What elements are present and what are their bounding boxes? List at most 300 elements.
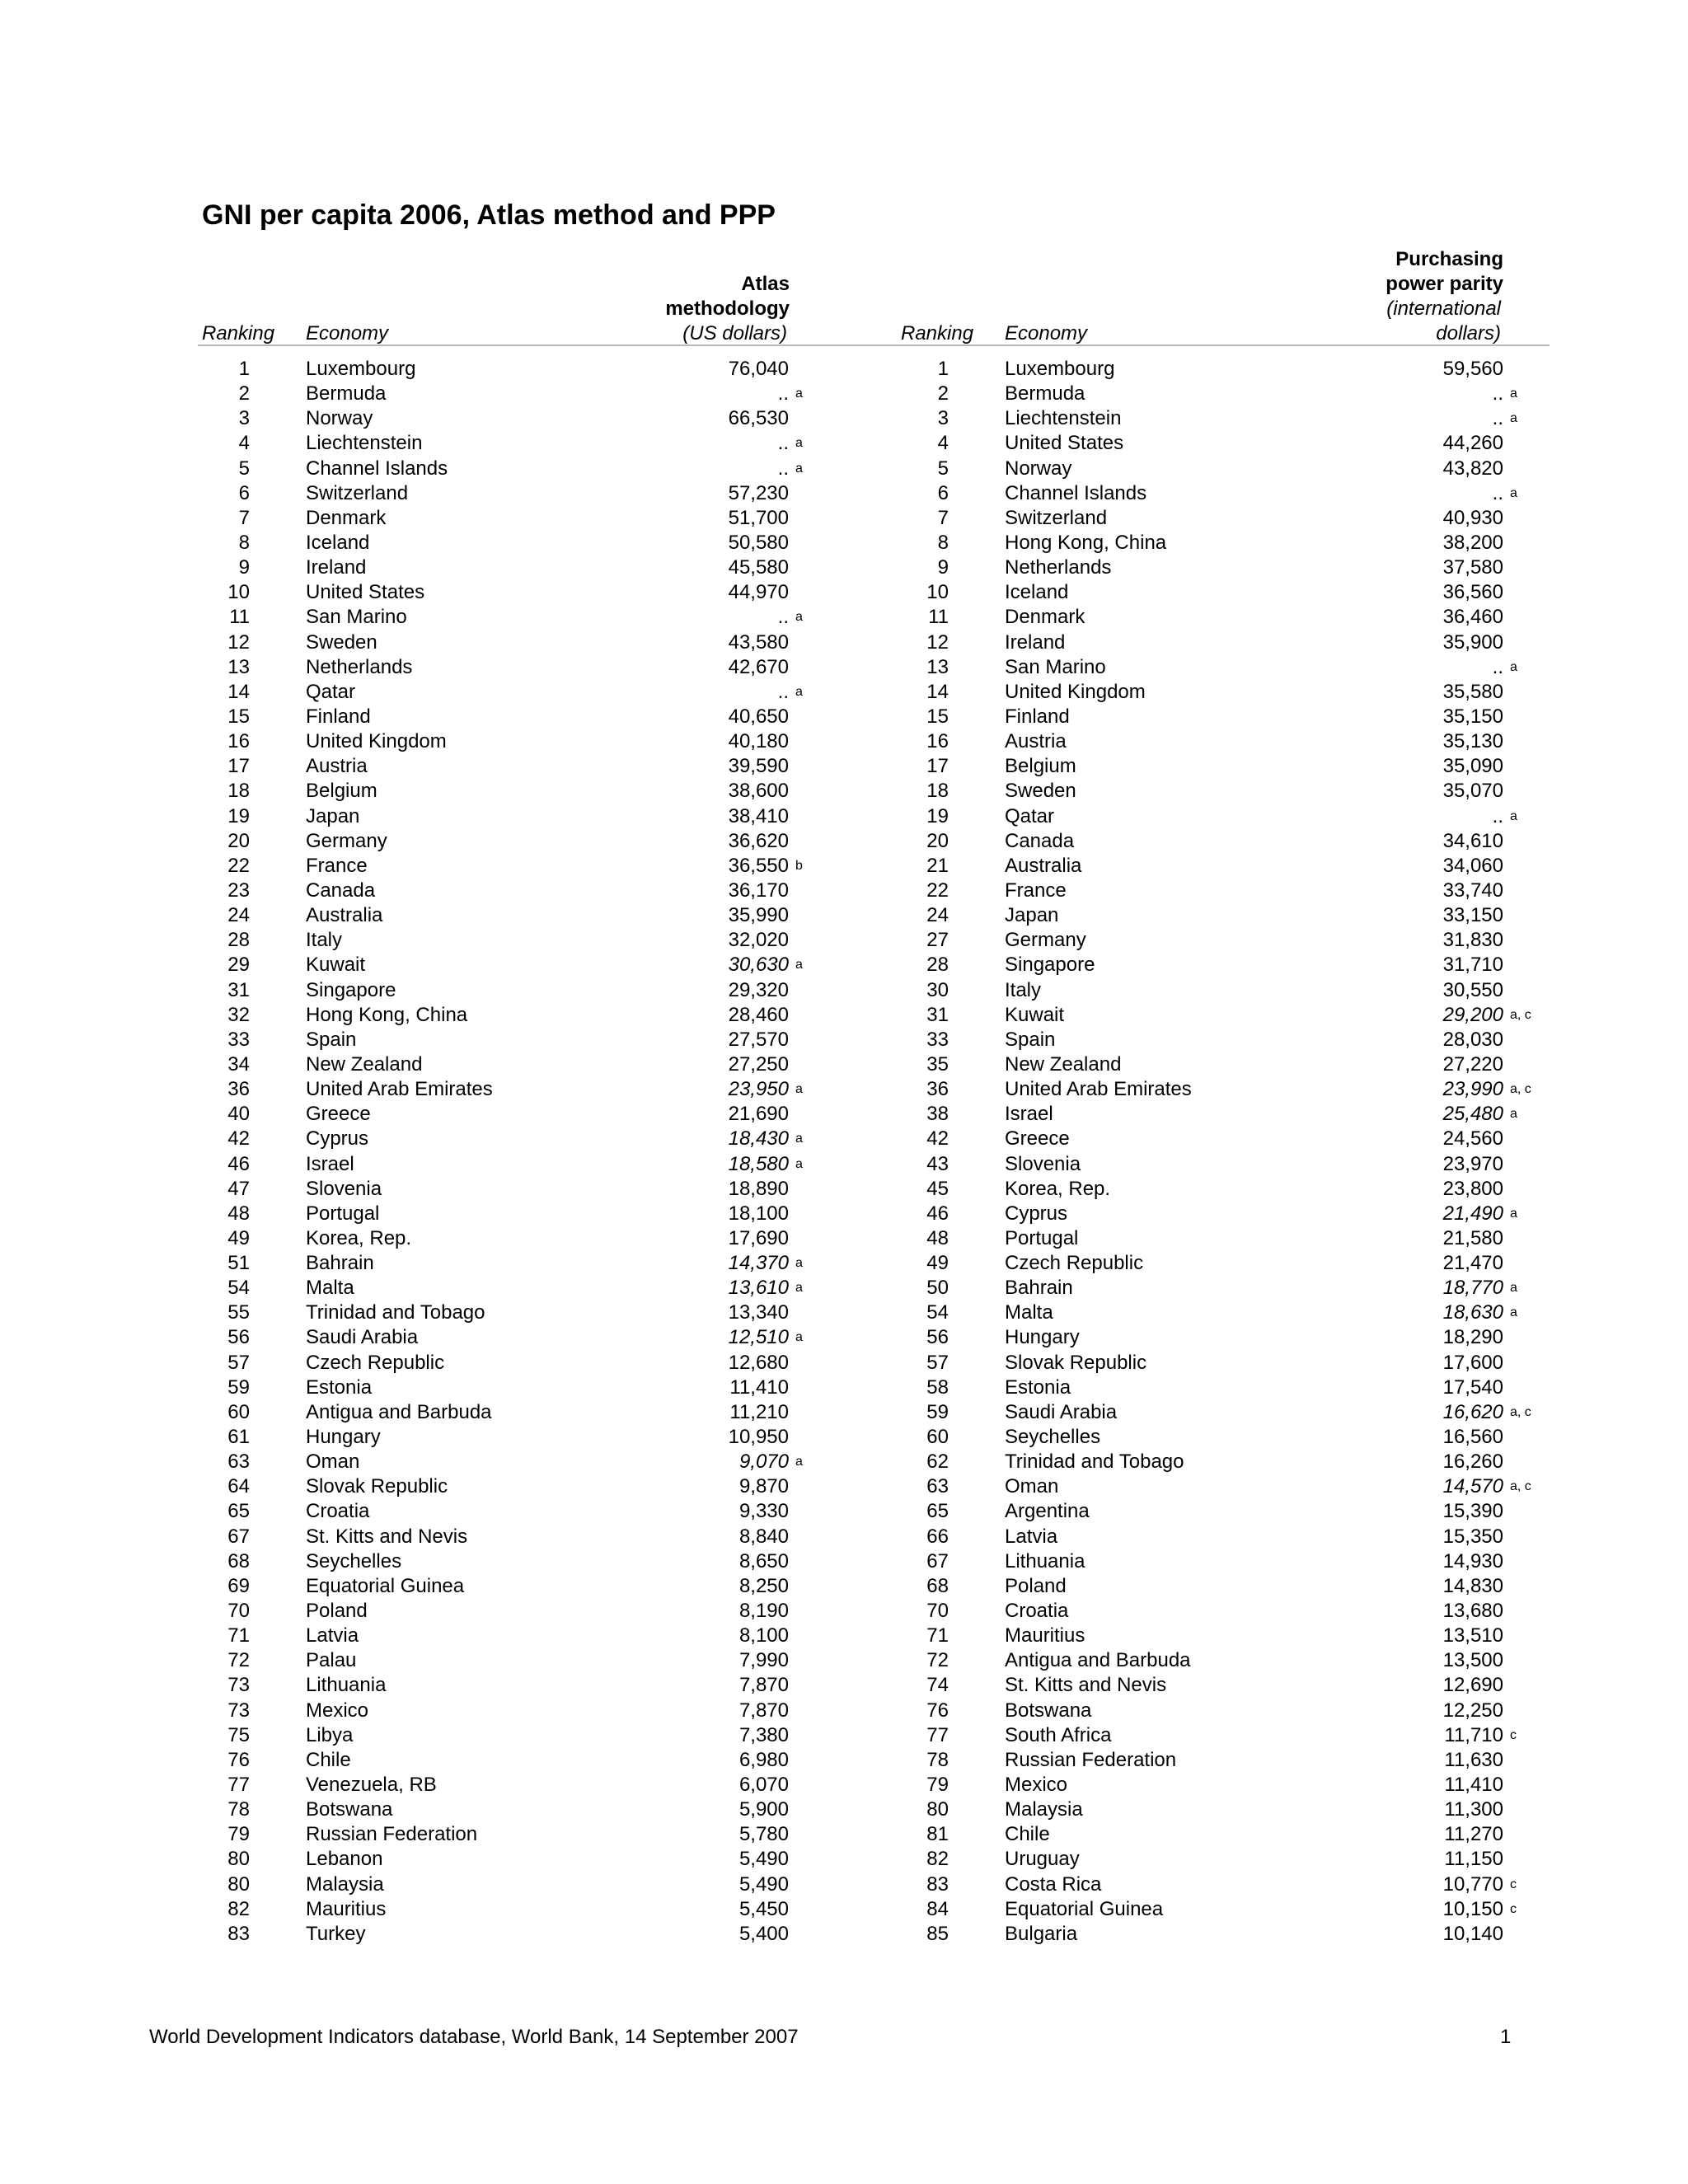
value-cell: 40,650 [728,705,789,728]
economy-cell: Lebanon [306,1848,383,1871]
economy-cell: Switzerland [306,481,409,504]
ranking-cell: 57 [926,1351,949,1374]
ranking-cell: 56 [926,1326,949,1349]
economy-cell: Sweden [1005,780,1076,803]
ranking-cell: 14 [926,680,949,703]
value-cell: 35,150 [1442,705,1503,728]
economy-cell: Japan [1005,904,1059,927]
value-cell: 5,780 [738,1823,789,1846]
value-cell: 18,100 [728,1202,789,1225]
ranking-cell: 62 [926,1451,949,1474]
value-cell: 6,070 [738,1774,789,1797]
ranking-cell: 9 [937,556,949,579]
economy-cell: Mexico [306,1699,369,1722]
ranking-cell: 48 [926,1226,949,1249]
ranking-cell: 72 [926,1649,949,1672]
economy-cell: Greece [306,1103,371,1126]
ranking-cell: 18 [926,780,949,803]
economy-cell: Venezuela, RB [306,1774,437,1797]
atlas-header-line1: Atlas [741,273,790,295]
economy-cell: Botswana [1005,1699,1092,1722]
economy-cell: Greece [1005,1127,1070,1151]
economy-cell: Antigua and Barbuda [1005,1649,1191,1672]
value-cell: .. [1492,804,1503,827]
value-cell: 11,410 [729,1376,789,1399]
value-cell: 6,980 [738,1748,789,1771]
economy-cell: Norway [1005,457,1072,480]
ranking-cell: 17 [227,755,250,778]
value-cell: 8,100 [738,1624,789,1647]
ranking-cell: 69 [227,1574,250,1597]
value-cell: 5,400 [738,1922,789,1945]
ranking-cell: 4 [238,432,250,455]
economy-cell: Kuwait [1005,1003,1065,1026]
value-cell: .. [777,457,789,480]
value-cell: 9,070 [738,1451,789,1474]
footnote-marker: a [795,1156,803,1171]
ppp-unit-header-line1: (international [1386,298,1501,320]
value-cell: 43,820 [1442,457,1503,480]
ranking-cell: 54 [926,1301,949,1324]
ranking-cell: 14 [227,680,250,703]
value-cell: .. [1492,382,1503,405]
ranking-cell: 50 [926,1277,949,1300]
economy-cell: San Marino [1005,655,1106,678]
ranking-cell: 3 [937,407,949,430]
ranking-cell: 30 [926,978,949,1001]
ranking-cell: 42 [926,1127,949,1151]
economy-cell: Antigua and Barbuda [306,1400,492,1423]
footnote-marker: a [1510,1305,1517,1320]
economy-cell: Cyprus [1005,1202,1068,1225]
value-cell: 29,200 [1442,1003,1503,1026]
ranking-cell: 24 [227,904,250,927]
ranking-cell: 78 [227,1798,250,1821]
ranking-cell: 2 [238,382,250,405]
value-cell: 40,180 [728,730,789,753]
value-cell: 40,930 [1442,506,1503,529]
ranking-cell: 13 [926,655,949,678]
economy-cell: Kuwait [306,954,366,977]
ranking-cell: 47 [227,1177,250,1200]
value-cell: 10,950 [728,1426,789,1449]
economy-cell: Lithuania [306,1674,387,1697]
ranking-cell: 28 [926,954,949,977]
economy-cell: Croatia [306,1500,370,1523]
ranking-cell: 73 [227,1699,250,1722]
value-cell: 44,260 [1442,432,1503,455]
value-cell: 27,570 [728,1028,789,1051]
footnote-marker: a [795,1256,803,1271]
value-cell: 35,090 [1442,755,1503,778]
economy-cell: Czech Republic [306,1351,445,1374]
value-cell: 8,190 [738,1600,789,1623]
economy-cell: Denmark [1005,606,1085,629]
ranking-cell: 74 [926,1674,949,1697]
economy-cell: Portugal [306,1202,380,1225]
economy-cell: Austria [1005,730,1067,753]
ranking-cell: 68 [926,1574,949,1597]
ranking-cell: 1 [937,358,949,380]
ranking-cell: 13 [227,655,250,678]
ranking-cell: 63 [227,1451,250,1474]
economy-cell: Argentina [1005,1500,1090,1523]
footnote-marker: c [1510,1901,1517,1916]
footnote-marker: a [795,387,803,401]
economy-cell: Trinidad and Tobago [306,1301,485,1324]
ranking-cell: 80 [227,1848,250,1871]
ranking-cell: 7 [238,506,250,529]
economy-cell: France [1005,879,1067,902]
value-cell: 12,680 [728,1351,789,1374]
value-cell: 38,200 [1442,531,1503,554]
ranking-cell: 71 [926,1624,949,1647]
ranking-cell: 51 [227,1252,250,1275]
value-cell: 21,690 [728,1103,789,1126]
value-cell: 11,150 [1444,1848,1503,1871]
ranking-cell: 7 [937,506,949,529]
ranking-cell: 10 [926,581,949,604]
economy-cell: Malta [306,1277,354,1300]
economy-cell: Croatia [1005,1600,1069,1623]
ranking-cell: 76 [227,1748,250,1771]
economy-cell: Israel [1005,1103,1053,1126]
ranking-cell: 70 [926,1600,949,1623]
economy-cell: Equatorial Guinea [1005,1897,1164,1920]
economy-cell: Russian Federation [306,1823,478,1846]
economy-cell: Korea, Rep. [306,1226,412,1249]
economy-cell: Bahrain [306,1252,374,1275]
ranking-cell: 12 [926,630,949,654]
value-cell: 5,490 [738,1848,789,1871]
economy-cell: Estonia [1005,1376,1071,1399]
footnote-marker: a [1510,1206,1517,1221]
economy-cell: Oman [1005,1475,1059,1498]
ranking-cell: 77 [926,1723,949,1746]
ranking-cell: 46 [227,1152,250,1175]
economy-cell: Chile [306,1748,351,1771]
value-cell: 31,710 [1442,954,1503,977]
economy-cell: Finland [1005,705,1070,728]
ranking-cell: 32 [227,1003,250,1026]
ranking-cell: 8 [238,531,250,554]
value-cell: 5,900 [738,1798,789,1821]
value-cell: 35,130 [1442,730,1503,753]
economy-cell: Lithuania [1005,1549,1085,1572]
economy-cell: Bulgaria [1005,1922,1078,1945]
economy-cell: Malaysia [1005,1798,1083,1821]
value-cell: 13,610 [728,1277,789,1300]
value-cell: 8,250 [738,1574,789,1597]
economy-cell: Ireland [306,556,367,579]
footnote-marker: a [795,436,803,451]
ranking-cell: 65 [926,1500,949,1523]
ranking-cell: 36 [227,1078,250,1101]
economy-cell: Belgium [306,780,377,803]
value-cell: 51,700 [728,506,789,529]
economy-cell: Qatar [306,680,356,703]
ranking-cell: 82 [926,1848,949,1871]
ranking-cell: 11 [229,606,250,629]
footnote-marker: a, c [1510,1082,1531,1097]
value-cell: 11,300 [1444,1798,1503,1821]
ranking-cell: 78 [926,1748,949,1771]
ppp-header-line1: Purchasing [1395,248,1503,270]
value-cell: 7,870 [738,1674,789,1697]
economy-cell: Germany [306,829,387,852]
value-cell: 33,740 [1442,879,1503,902]
ranking-cell: 6 [937,481,949,504]
economy-cell: Italy [306,929,343,952]
ranking-cell: 35 [926,1052,949,1076]
ranking-cell: 58 [926,1376,949,1399]
economy-cell: St. Kitts and Nevis [306,1525,468,1548]
ranking-cell: 31 [926,1003,949,1026]
economy-cell: Luxembourg [306,358,416,380]
footnote-marker: b [795,858,803,873]
ranking-cell: 61 [227,1426,250,1449]
value-cell: 21,580 [1442,1226,1503,1249]
economy-cell: Australia [306,904,383,927]
ranking-cell: 85 [926,1922,949,1945]
value-cell: 12,510 [728,1326,789,1349]
value-cell: 23,950 [728,1078,789,1101]
economy-cell: Slovenia [1005,1152,1081,1175]
economy-cell: Liechtenstein [1005,407,1122,430]
ranking-cell: 83 [926,1872,949,1896]
ranking-cell: 40 [227,1103,250,1126]
value-cell: 29,320 [728,978,789,1001]
value-cell: 28,460 [728,1003,789,1026]
ranking-cell: 38 [926,1103,949,1126]
economy-cell: Slovak Republic [1005,1351,1147,1374]
economy-cell: San Marino [306,606,407,629]
ranking-cell: 20 [227,829,250,852]
value-cell: .. [1492,655,1503,678]
economy-cell: Singapore [1005,954,1095,977]
ppp-economy-header: Economy [1005,322,1088,344]
ranking-cell: 10 [227,581,250,604]
value-cell: 39,590 [728,755,789,778]
value-cell: .. [777,680,789,703]
economy-cell: Hong Kong, China [1005,531,1167,554]
economy-cell: Netherlands [1005,556,1112,579]
value-cell: 36,560 [1442,581,1503,604]
value-cell: 13,500 [1442,1649,1503,1672]
economy-cell: Malta [1005,1301,1053,1324]
ranking-cell: 66 [926,1525,949,1548]
value-cell: 42,670 [728,655,789,678]
value-cell: 38,600 [728,780,789,803]
ranking-cell: 33 [227,1028,250,1051]
value-cell: 8,840 [738,1525,789,1548]
page-number: 1 [1500,2026,1512,2048]
ranking-cell: 70 [227,1600,250,1623]
ranking-cell: 60 [926,1426,949,1449]
ranking-cell: 18 [227,780,250,803]
footnote-marker: a [795,1082,803,1097]
economy-cell: Norway [306,407,373,430]
economy-cell: Portugal [1005,1226,1079,1249]
ranking-cell: 80 [227,1872,250,1896]
value-cell: 76,040 [728,358,789,380]
value-cell: 18,630 [1442,1301,1503,1324]
economy-cell: Palau [306,1649,357,1672]
economy-cell: Sweden [306,630,377,654]
economy-cell: Czech Republic [1005,1252,1144,1275]
footnote-marker: a [1510,808,1517,823]
ranking-cell: 57 [227,1351,250,1374]
economy-cell: Netherlands [306,655,413,678]
value-cell: 25,480 [1442,1103,1503,1126]
value-cell: 27,220 [1442,1052,1503,1076]
value-cell: 15,390 [1442,1500,1503,1523]
ranking-cell: 1 [238,358,250,380]
ranking-cell: 81 [926,1823,949,1846]
economy-cell: Estonia [306,1376,373,1399]
value-cell: 59,560 [1442,358,1503,380]
economy-cell: Hungary [1005,1326,1080,1349]
economy-cell: Slovenia [306,1177,382,1200]
value-cell: 7,380 [738,1723,789,1746]
ranking-cell: 15 [227,705,250,728]
economy-cell: Italy [1005,978,1042,1001]
value-cell: 44,970 [728,581,789,604]
economy-cell: Botswana [306,1798,393,1821]
footnote-marker: c [1510,1727,1517,1742]
ranking-cell: 64 [227,1475,250,1498]
economy-cell: Qatar [1005,804,1055,827]
footer-source: World Development Indicators database, World Bank, 14 September 2007 [149,2026,799,2048]
economy-cell: Spain [1005,1028,1056,1051]
economy-cell: Bermuda [306,382,387,405]
value-cell: 36,460 [1442,606,1503,629]
economy-cell: Oman [306,1451,360,1474]
ranking-cell: 16 [227,730,250,753]
ranking-cell: 56 [227,1326,250,1349]
footnote-marker: a [795,461,803,476]
value-cell: 43,580 [728,630,789,654]
ranking-cell: 59 [227,1376,250,1399]
value-cell: 10,140 [1442,1922,1503,1945]
economy-cell: Poland [1005,1574,1067,1597]
value-cell: 50,580 [728,531,789,554]
value-cell: 36,620 [728,829,789,852]
ppp-ranking-header: Ranking [901,322,974,344]
ranking-cell: 80 [926,1798,949,1821]
value-cell: 34,060 [1442,854,1503,877]
value-cell: 57,230 [728,481,789,504]
ranking-cell: 36 [926,1078,949,1101]
economy-cell: France [306,854,368,877]
ranking-cell: 27 [926,929,949,952]
ranking-cell: 76 [926,1699,949,1722]
ranking-cell: 12 [227,630,250,654]
value-cell: 16,560 [1442,1426,1503,1449]
economy-cell: Australia [1005,854,1082,877]
economy-cell: Mexico [1005,1774,1068,1797]
value-cell: 14,370 [728,1252,789,1275]
ranking-cell: 73 [227,1674,250,1697]
value-cell: 18,580 [728,1152,789,1175]
value-cell: 18,890 [728,1177,789,1200]
economy-cell: Latvia [306,1624,359,1647]
economy-cell: Cyprus [306,1127,369,1151]
value-cell: 16,620 [1442,1400,1503,1423]
ranking-cell: 22 [227,854,250,877]
value-cell: .. [1492,407,1503,430]
ranking-cell: 5 [238,457,250,480]
ranking-cell: 48 [227,1202,250,1225]
economy-cell: Luxembourg [1005,358,1115,380]
economy-cell: Austria [306,755,368,778]
value-cell: 33,150 [1442,904,1503,927]
economy-cell: United States [1005,432,1124,455]
economy-cell: Canada [306,879,376,902]
ranking-cell: 15 [926,705,949,728]
economy-cell: Chile [1005,1823,1050,1846]
economy-cell: Saudi Arabia [1005,1400,1118,1423]
value-cell: 17,690 [728,1226,789,1249]
economy-cell: Iceland [306,531,370,554]
value-cell: 13,340 [728,1301,789,1324]
ranking-cell: 11 [928,606,949,629]
ranking-cell: 8 [937,531,949,554]
footnote-marker: a [1510,659,1517,674]
ranking-cell: 77 [227,1774,250,1797]
ranking-cell: 55 [227,1301,250,1324]
economy-cell: Bahrain [1005,1277,1073,1300]
value-cell: 7,990 [738,1649,789,1672]
ranking-cell: 46 [926,1202,949,1225]
value-cell: 14,930 [1442,1549,1503,1572]
ranking-cell: 24 [926,904,949,927]
ranking-cell: 49 [227,1226,250,1249]
ranking-cell: 68 [227,1549,250,1572]
economy-cell: Channel Islands [306,457,448,480]
ranking-cell: 6 [238,481,250,504]
ranking-cell: 31 [227,978,250,1001]
ranking-cell: 20 [926,829,949,852]
value-cell: 9,870 [738,1475,789,1498]
economy-cell: Costa Rica [1005,1872,1102,1896]
footnote-marker: a [795,958,803,972]
value-cell: 11,630 [1444,1748,1503,1771]
value-cell: 11,710 [1444,1723,1503,1746]
value-cell: 5,450 [738,1897,789,1920]
footnote-marker: a [1510,1281,1517,1296]
value-cell: 12,250 [1442,1699,1503,1722]
value-cell: 18,430 [728,1127,789,1151]
value-cell: .. [1492,481,1503,504]
economy-cell: Denmark [306,506,387,529]
value-cell: 36,170 [728,879,789,902]
economy-cell: Russian Federation [1005,1748,1177,1771]
ranking-cell: 29 [227,954,250,977]
ranking-cell: 19 [926,804,949,827]
value-cell: 35,900 [1442,630,1503,654]
value-cell: 36,550 [728,854,789,877]
economy-cell: New Zealand [1005,1052,1122,1076]
value-cell: 24,560 [1442,1127,1503,1151]
economy-cell: Poland [306,1600,368,1623]
economy-cell: South Africa [1005,1723,1112,1746]
value-cell: 15,350 [1442,1525,1503,1548]
economy-cell: Trinidad and Tobago [1005,1451,1184,1474]
ranking-cell: 3 [238,407,250,430]
footnote-marker: a [795,1330,803,1345]
ranking-cell: 2 [937,382,949,405]
